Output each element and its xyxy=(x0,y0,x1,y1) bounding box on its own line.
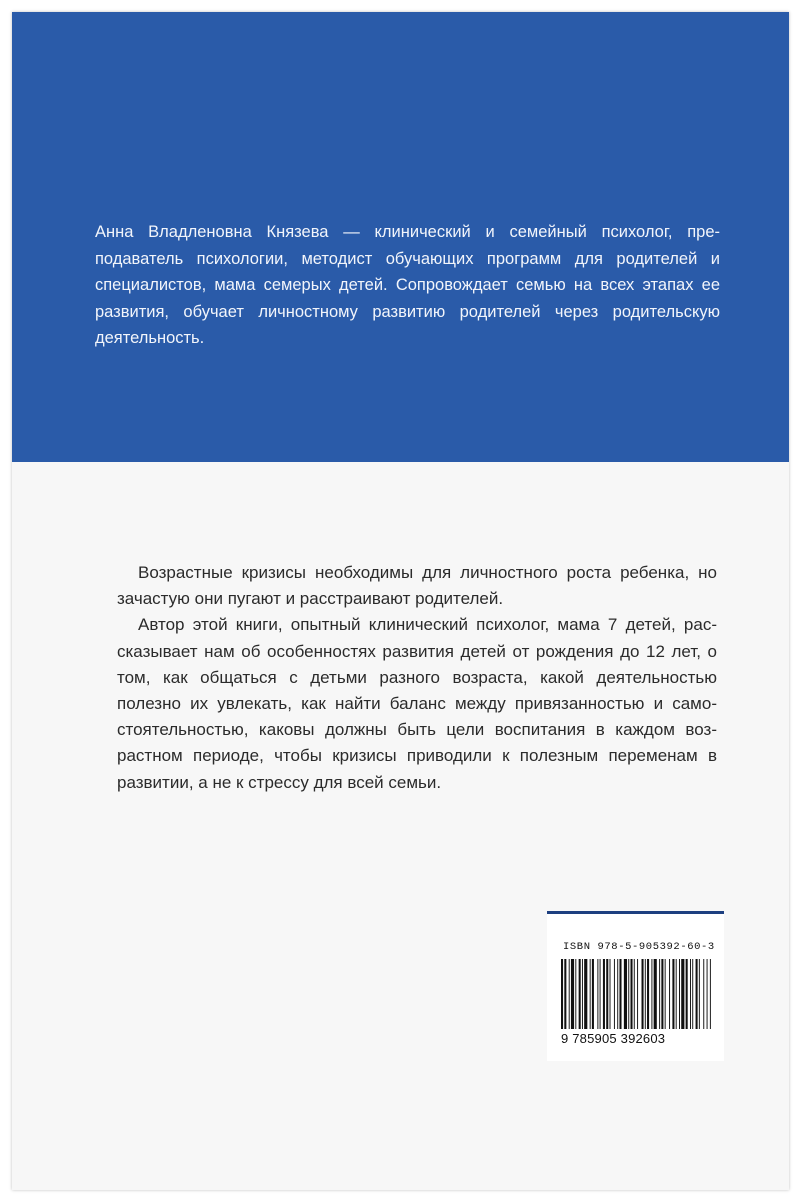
barcode-bar xyxy=(624,959,627,1029)
barcode-bar xyxy=(634,959,635,1029)
barcode-bar xyxy=(686,959,688,1029)
author-panel xyxy=(12,12,789,462)
barcode-bar xyxy=(703,959,704,1029)
barcode-bar xyxy=(699,959,700,1029)
barcode-bar xyxy=(579,959,581,1029)
barcode-bar xyxy=(592,959,594,1029)
barcode-bar xyxy=(676,959,677,1029)
barcode-bar xyxy=(647,959,649,1029)
annotation-paragraph-1: Возрастные кризисы необходимы для личностного роста ребенка, но зачастую они пугают и расстраивают родителей. xyxy=(117,563,717,609)
barcode-bar xyxy=(614,959,615,1029)
isbn-barcode-block xyxy=(547,911,724,1061)
annotation-paragraph-2: Автор этой книги, опытный клинический психолог, мама 7 детей, рассказывает нам об особенностях развития детей от рождения до 12 лет, о том, как общаться с детьми разного возраста, какой деятельностью полезно их увлекать, как найти баланс между привязанностью и самостоятельностью, каковы должны быть цели воспитания в каждом возрастном периоде, чтобы кризисы приводили к полезным переменам в развитии, а не к стрессу для всей семьи. xyxy=(117,615,717,792)
barcode-bar xyxy=(672,959,674,1029)
barcode-bar xyxy=(659,959,660,1029)
book-annotation xyxy=(117,560,717,796)
barcode-bar xyxy=(617,959,618,1029)
barcode-bar xyxy=(561,959,563,1029)
barcode-bar xyxy=(600,959,601,1029)
barcode-bar xyxy=(681,959,684,1029)
barcode-bar xyxy=(669,959,670,1029)
barcode-bar xyxy=(584,959,587,1029)
barcode-bar xyxy=(590,959,591,1029)
barcode-bar xyxy=(619,959,621,1029)
barcode-bar xyxy=(603,959,605,1029)
barcode-bar xyxy=(642,959,644,1029)
barcode-bar xyxy=(571,959,574,1029)
barcode-bar xyxy=(696,959,698,1029)
barcode-bar xyxy=(654,959,657,1029)
barcode-bar xyxy=(606,959,608,1029)
barcode-bar xyxy=(630,959,632,1029)
barcode-bar xyxy=(610,959,611,1029)
barcode-bar xyxy=(692,959,693,1029)
barcode-bar xyxy=(645,959,646,1029)
barcode-bar xyxy=(665,959,666,1029)
barcode-bar xyxy=(637,959,638,1029)
barcode-bar xyxy=(582,959,583,1029)
barcode-bar xyxy=(679,959,680,1029)
barcode-bar xyxy=(710,959,711,1029)
barcode-bar xyxy=(597,959,598,1029)
author-bio: Анна Владленовна Князева — клинический и семейный психолог, преподаватель психологии, методист обучающих программ для родителей и специалистов, мама семерых детей. Сопровождает семью на всех этапах ее развития, обучает личностному развитию родителей через родительскую деятельность. xyxy=(95,223,720,348)
barcode-bar xyxy=(575,959,576,1029)
barcode-bar xyxy=(707,959,708,1029)
isbn-number: ISBN 978-5-905392-60-3 xyxy=(563,941,715,953)
barcode-bar xyxy=(564,959,566,1029)
barcode-bar xyxy=(651,959,652,1029)
barcode-bar xyxy=(690,959,691,1029)
barcode-bar xyxy=(628,959,629,1029)
barcode-bar xyxy=(661,959,663,1029)
book-back-cover xyxy=(12,12,789,1190)
barcode-bar xyxy=(569,959,570,1029)
barcode-top-rule xyxy=(547,911,724,914)
barcode-icon xyxy=(561,959,711,1029)
barcode-digits: 9 785905 392603 xyxy=(561,1031,666,1046)
